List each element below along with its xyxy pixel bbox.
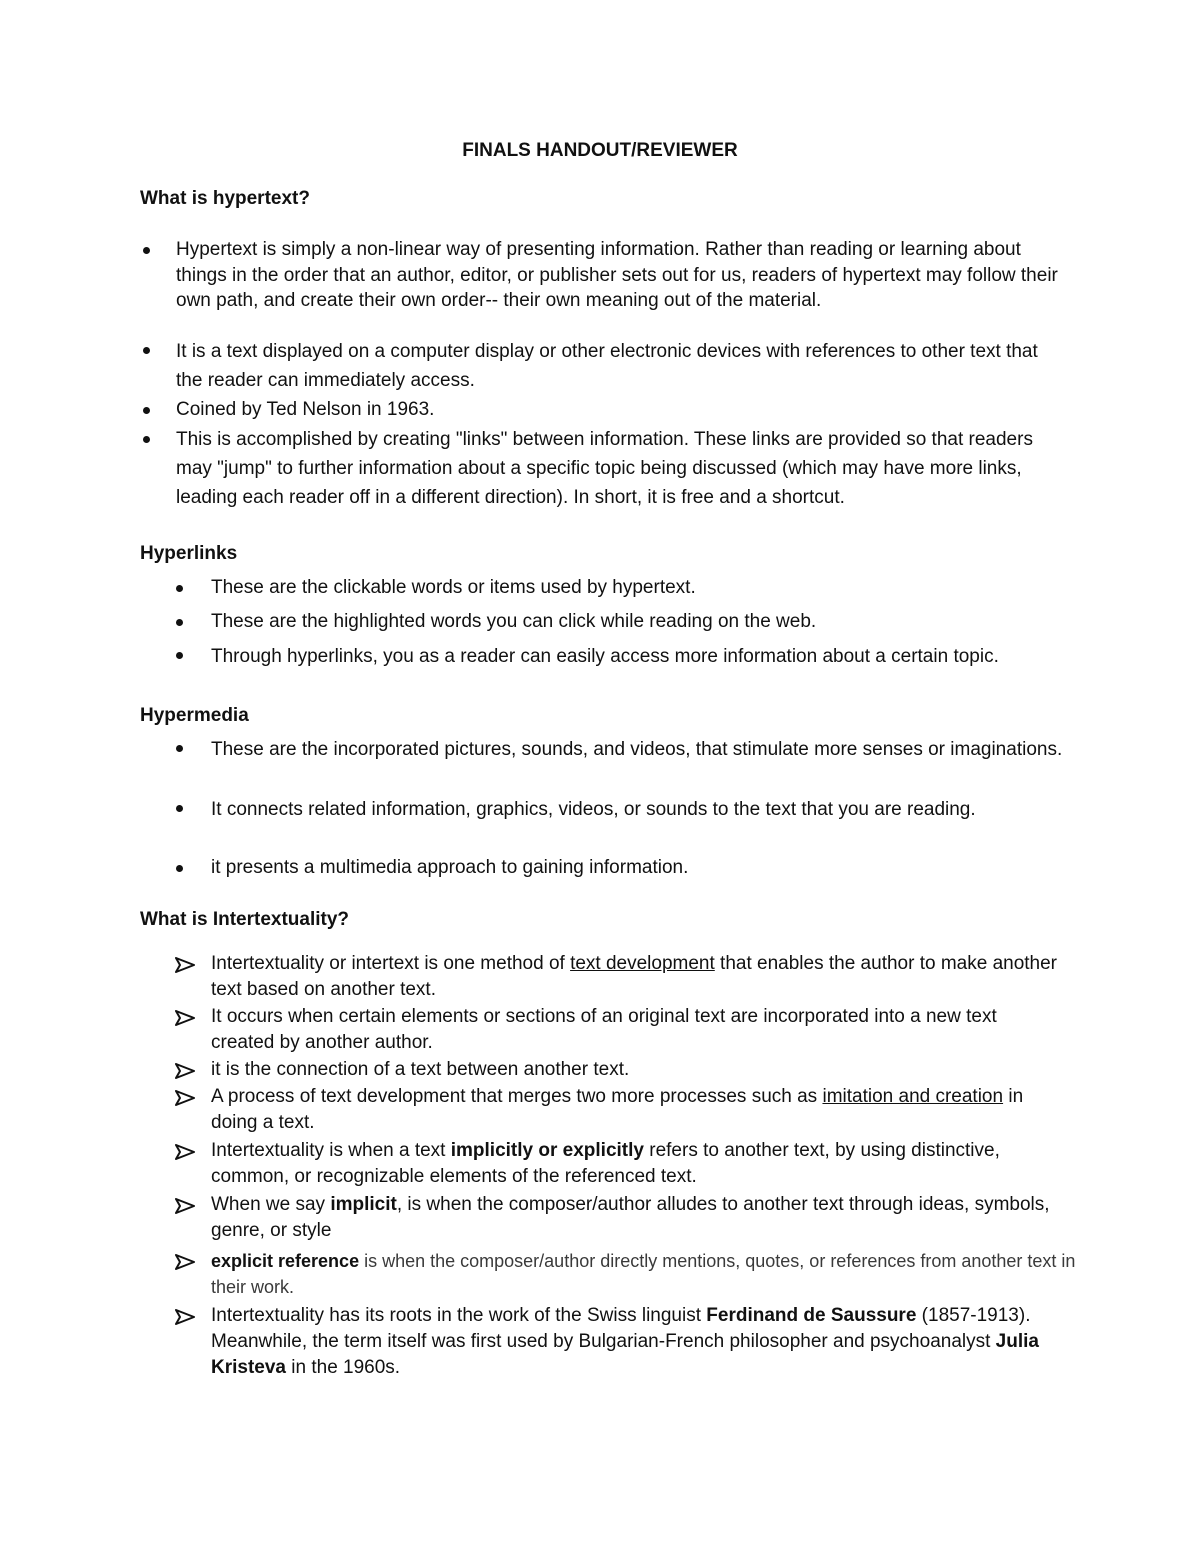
list-item: These are the clickable words or items used by hypertext.: [211, 577, 696, 598]
bullet-icon: [143, 347, 150, 354]
list-item: Coined by Ted Nelson in 1963.: [176, 399, 435, 420]
list-item: Hypertext is simply a non-linear way of presenting information. Rather than reading or learning about things in the order that an author, editor, or publisher sets out for us, readers of hypertext may follow their own path, and create their own order-- their own meaning out of the material.: [176, 239, 1058, 311]
bullet-icon: [143, 407, 150, 414]
list-item: A process of text development that merges two more processes such as imitation and creation in doing a text.: [211, 1086, 1024, 1133]
heading-hypermedia: Hypermedia: [140, 705, 249, 726]
list-item: When we say implicit, is when the composer/author alludes to another text through ideas, symbols, genre, or style: [211, 1194, 1050, 1241]
list-item: These are the highlighted words you can click while reading on the web.: [211, 611, 817, 632]
bullet-icon: [143, 247, 150, 254]
list-item: Through hyperlinks, you as a reader can easily access more information about a certain topic.: [211, 646, 999, 667]
document-title: FINALS HANDOUT/REVIEWER: [462, 140, 738, 161]
heading-intertextuality: What is Intertextuality?: [140, 909, 350, 930]
list-item: It is a text displayed on a computer display or other electronic devices with references to other text that the reader can immediately access.: [176, 341, 1038, 391]
bullet-icon: [176, 865, 183, 872]
bullet-icon: [176, 745, 183, 752]
arrow-bullet-icon: [175, 1309, 195, 1325]
heading-hypertext: What is hypertext?: [140, 188, 310, 209]
list-item: This is accomplished by creating "links" between information. These links are provided so that readers may "jump" to further information about a specific topic being discussed (which may have more links, leading each reader off in a different direction). In short, it is free and a shortcut.: [176, 429, 1033, 508]
arrow-bullet-icon: [175, 1063, 195, 1079]
arrow-bullet-icon: [175, 1010, 195, 1026]
list-item: Intertextuality has its roots in the work of the Swiss linguist Ferdinand de Saussure (1857-1913). Meanwhile, the term itself was first used by Bulgarian-French philosopher and psychoanalyst Julia Kristeva in the 1960s.: [211, 1305, 1039, 1378]
bullet-icon: [176, 585, 183, 592]
list-item: It occurs when certain elements or sections of an original text are incorporated into a new text created by another author.: [211, 1006, 997, 1053]
arrow-bullet-icon: [175, 1144, 195, 1160]
list-item: it is the connection of a text between another text.: [211, 1059, 630, 1080]
arrow-bullet-icon: [175, 1090, 195, 1106]
arrow-bullet-icon: [175, 1198, 195, 1214]
bullet-icon: [176, 805, 183, 812]
list-item: explicit reference is when the composer/author directly mentions, quotes, or references from another text in their work.: [211, 1251, 1076, 1297]
arrow-bullet-icon: [175, 957, 195, 973]
list-item: These are the incorporated pictures, sounds, and videos, that stimulate more senses or imaginations.: [211, 739, 1063, 760]
list-item: Intertextuality is when a text implicitly or explicitly refers to another text, by using distinctive, common, or recognizable elements of the referenced text.: [211, 1140, 1000, 1187]
arrow-bullet-icon: [175, 1254, 195, 1270]
list-item: Intertextuality or intertext is one method of text development that enables the author to make another text based on another text.: [211, 953, 1058, 1000]
bullet-icon: [176, 652, 183, 659]
bullet-icon: [143, 436, 150, 443]
heading-hyperlinks: Hyperlinks: [140, 543, 238, 564]
list-item: it presents a multimedia approach to gaining information.: [211, 857, 689, 878]
list-item: It connects related information, graphics, videos, or sounds to the text that you are reading.: [211, 799, 976, 820]
bullet-icon: [176, 619, 183, 626]
